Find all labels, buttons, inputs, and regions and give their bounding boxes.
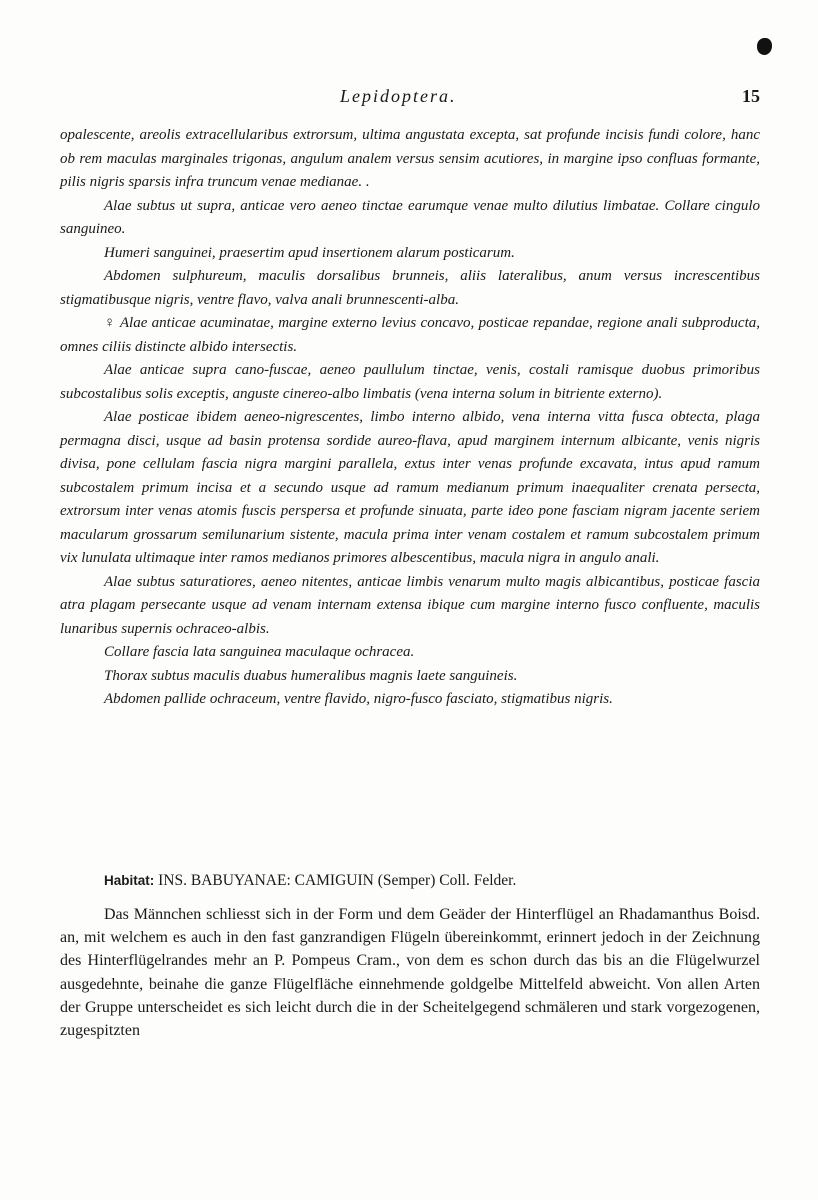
latin-paragraph: ♀ Alae anticae acuminatae, margine externo levius concavo, posticae repandae, regione anali subproducta, omnes ciliis distincte albido intersectis. bbox=[60, 315, 760, 355]
latin-paragraph: Thorax subtus maculis duabus humeralibus magnis laete sanguineis. bbox=[104, 667, 518, 684]
habitat-label: Habitat: bbox=[104, 873, 155, 888]
latin-paragraph: Alae subtus saturatiores, aeneo nitentes, anticae limbis venarum multo magis albicantibus, posticae fascia atra plagam persecante usque ad venam internam extensa ibique cum margine interno fusco confluente, maculis lunaribus supernis ochraceo-albis. bbox=[60, 573, 760, 637]
latin-paragraph: Alae posticae ibidem aeneo-nigrescentes, limbo interno albido, vena interna vitta fusca obtecta, plaga permagna disci, usque ad basin protensa sordide aureo-flava, apud marginem internum albicante, venis nigris divisa, pone cellulam fascia nigra margini parallela, extus inter venas profunde excavata, intus apud ramum subcostalem primum incisa et a secundo usque ad ramum medianum primum inaequaliter crenata persecta, extrorsum inter venas atomis fuscis perspersa et profunde sinuata, parte ideo pone fasciam nigram jacente seriem macularum grossarum semilunarium sistente, macula prima inter venam costalem et ramum subcostalem primum vix lunulata ultimaque inter ramos medianos primores albescentibus, macula nigra in angulo anali. bbox=[60, 409, 760, 566]
latin-paragraph: Collare fascia lata sanguinea maculaque ochracea. bbox=[104, 644, 415, 660]
german-commentary bbox=[60, 903, 760, 1042]
page-number: 15 bbox=[742, 86, 760, 106]
latin-paragraph: Alae subtus ut supra, anticae vero aeneo tinctae earumque venae multo dilutius limbatae. Collare cingulo sanguineo. bbox=[60, 197, 760, 237]
latin-paragraph: Alae anticae supra cano-fuscae, aeneo paullulum tinctae, venis, costali ramisque duobus primoribus subcostalibus solis exceptis, anguste cinereo-albo limbatis (vena interna solum in bitriente externo). bbox=[60, 362, 760, 402]
page-header bbox=[60, 86, 760, 112]
latin-paragraph: Abdomen sulphureum, maculis dorsalibus brunneis, aliis lateralibus, anum versus increscentibus stigmatibusque nigris, ventre flavo, valva anali brunnescenti-alba. bbox=[60, 268, 760, 308]
latin-description bbox=[60, 124, 760, 712]
habitat-text: INS. BABUYANAE: CAMIGUIN (Semper) Coll. Felder. bbox=[158, 872, 517, 889]
habitat-line bbox=[104, 872, 764, 890]
latin-paragraph: opalescente, areolis extracellularibus extrorsum, ultima angustata excepta, sat profunde incisis fundi colore, hanc ob rem maculas marginales trigonas, angulum analem versus sensim acutiores, in margine ipso confluas formante, pilis nigris sparsis infra truncum venae medianae. . bbox=[60, 127, 760, 190]
german-paragraph: Das Männchen schliesst sich in der Form und dem Geäder der Hinterflügel an Rhadamanthus Boisd. an, mit welchem es auch in den fast ganzrandigen Flügeln übereinkommt, erinnert jedoch in der Zeichnung des Hinterflügelrandes mehr an P. Pompeus Cram., von dem es schon durch das bis an die Flügelwurzel ausgedehnte, beinahe die ganze Flügelfläche einnehmende goldgelbe Mittelfeld abweicht. Von allen Arten der Gruppe unterscheidet es sich leicht durch die in der Scheitelgegend schmäleren und stark vorgezogenen, zugespitzten bbox=[60, 906, 760, 1040]
latin-paragraph: Humeri sanguinei, praesertim apud insertionem alarum posticarum. bbox=[104, 244, 515, 261]
ink-blot-mark bbox=[757, 38, 772, 55]
running-title: Lepidoptera. bbox=[340, 86, 457, 106]
latin-paragraph: Abdomen pallide ochraceum, ventre flavido, nigro-fusco fasciato, stigmatibus nigris. bbox=[104, 691, 613, 707]
